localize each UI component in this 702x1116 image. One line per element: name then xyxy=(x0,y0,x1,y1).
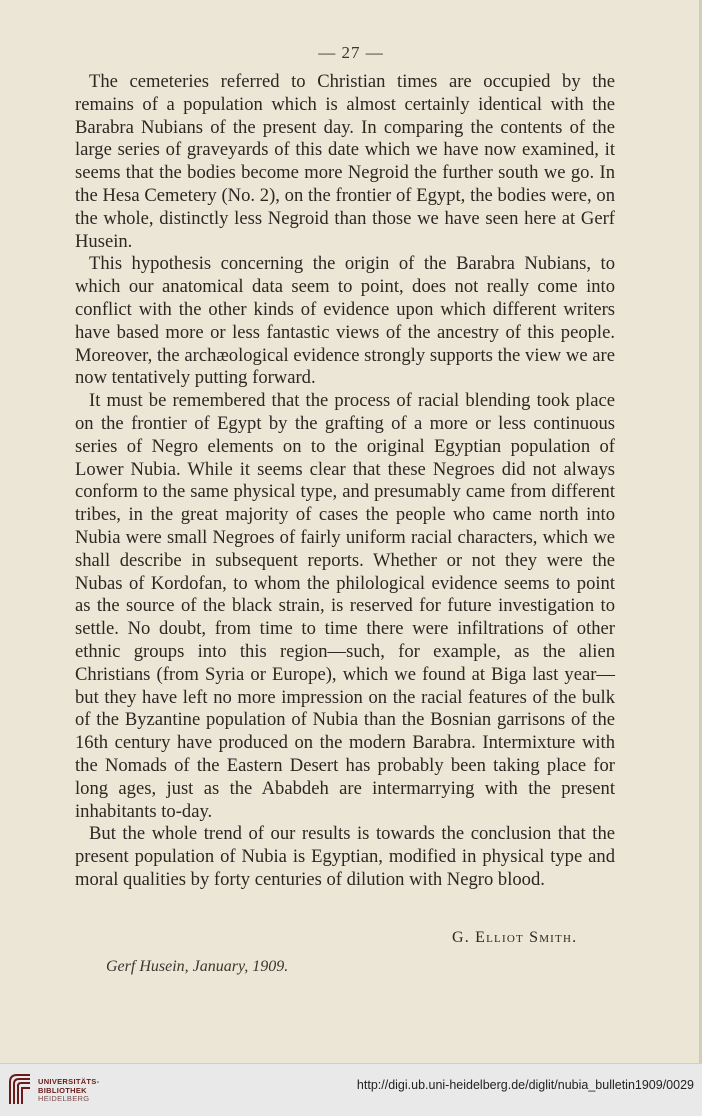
paragraph-1: The cemeteries referred to Christian times are occupied by the remains of a population which is almost certainly identical with the Barabra Nubians of the present day. In comparing the contents of the large series of graveyards of this date which we have now examined, it seems that the bodies become more Negroid the further south we go. In the Hesa Cemetery (No. 2), on the frontier of Egypt, the bodies were, on the whole, distinctly less Negroid than those we have seen here at Gerf Husein. xyxy=(75,71,615,252)
paragraph-3: It must be remembered that the process of racial blending took place on the frontier of Egypt by the grafting of a more or less continuous series of Negro elements on to the original Egyptian population of Lower Nubia. While it seems clear that these Negroes did not always conform to the same physical type, and presumably came from different tribes, in the great majority of cases the people who came north into Nubia were small Negroes of fairly uniform racial characters, which we shall describe in subsequent reports. Whether or not they were the Nubas of Kordofan, to whom the philological evidence seems to point as the source of the black strain, is reserved for future investigation to settle. No doubt, from time to time there were infiltrations of other ethnic groups into this region—such, for example, as the alien Christians (from Syria or Europe), which we found at Biga last year—but they have left no more impression on the racial features of the bulk of the Byzantine population of Nubia than the Bosnian garrisons of the 16th century have produced on the modern Barabra. Intermixture with the Nomads of the Eastern Desert has probably been taking place for long ages, just as the Ababdeh are intermarrying with the present inhabitants to-day. xyxy=(75,390,615,822)
library-logo-icon xyxy=(7,1072,33,1106)
viewer-footer xyxy=(0,1063,702,1116)
paragraph-2: This hypothesis concerning the origin of the Barabra Nubians, to which our anatomical data seem to point, does not really come into conflict with the other kinds of evidence upon which different writers have based more or less fantastic views of the ancestry of this people. Moreover, the archæological evidence strongly supports the view we are now tentatively putting forward. xyxy=(75,253,615,389)
place-date: Gerf Husein, January, 1909. xyxy=(106,958,289,975)
page-number: — 27 — xyxy=(318,43,384,62)
body-text xyxy=(75,71,615,892)
library-name-line-2: BIBLIOTHEK xyxy=(38,1085,87,1095)
paragraph-4: But the whole trend of our results is towards the conclusion that the present population of Nubia is Egyptian, modified in physical type and moral qualities by forty centuries of dilution with Negro blood. xyxy=(75,823,615,890)
library-name xyxy=(38,1078,99,1104)
permalink-url[interactable]: http://digi.ub.uni-heidelberg.de/diglit/nubia_bulletin1909/0029 xyxy=(356,1078,694,1092)
library-name-line-3: HEIDELBERG xyxy=(38,1094,90,1104)
author-signature: G. Elliot Smith. xyxy=(452,929,578,946)
library-name-line-1: UNIVERSITÄTS- xyxy=(38,1077,100,1086)
